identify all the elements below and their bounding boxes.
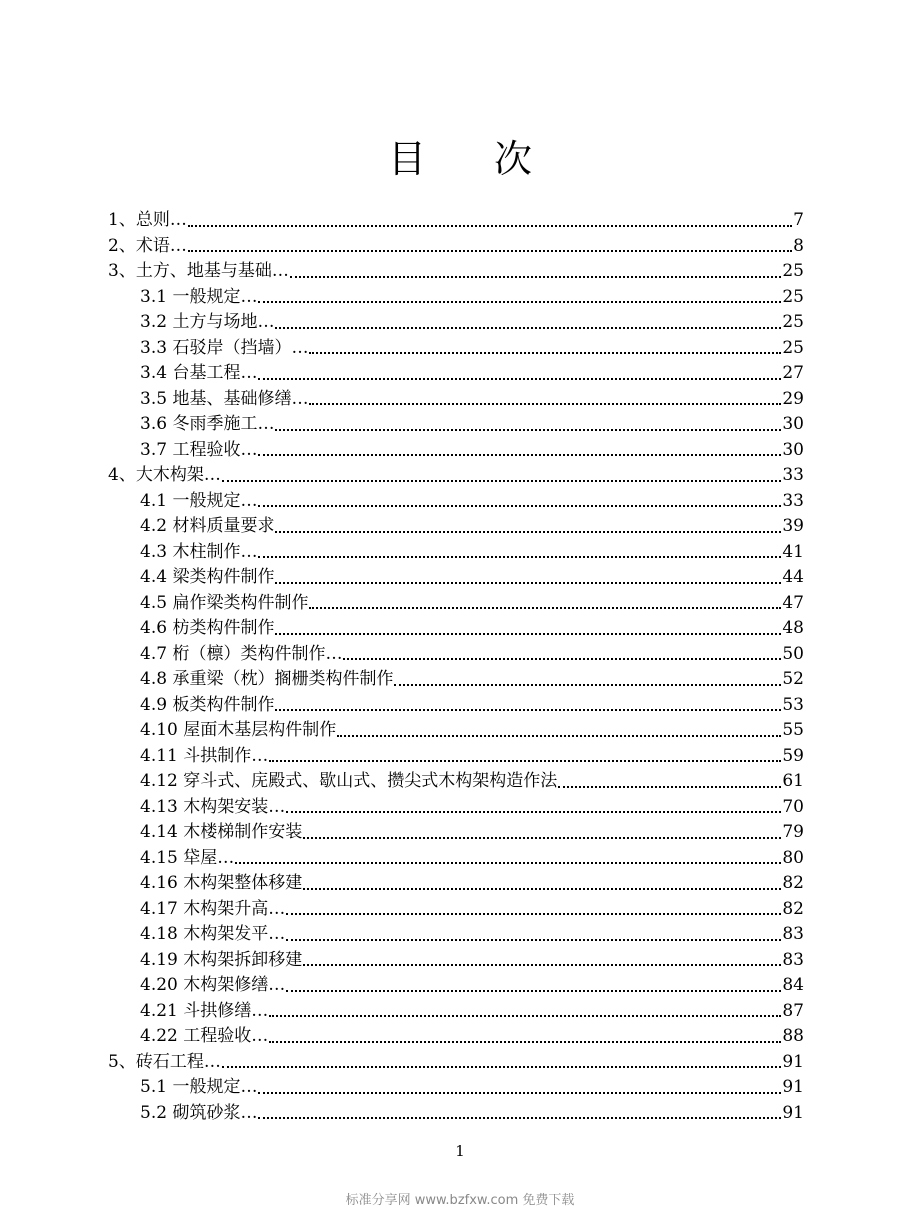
toc-entry-label: 4.4 梁类构件制作: [140, 567, 275, 587]
toc-entry-label: 5、砖石工程…: [108, 1051, 221, 1072]
toc-dot-leader: [343, 658, 781, 660]
toc-dot-leader: [309, 403, 781, 405]
toc-entry: [108, 922, 804, 948]
toc-dot-leader: [303, 837, 781, 839]
toc-entry: [108, 514, 804, 540]
toc-entry-page: 84: [782, 975, 804, 995]
toc-entry-page: 8: [793, 235, 804, 256]
toc-entry-label: 3.1 一般规定…: [140, 286, 258, 307]
toc-entry: [108, 361, 804, 387]
toc-dot-leader: [286, 811, 781, 813]
toc-entry-label: 4.10 屋面木基层构件制作: [140, 720, 337, 740]
toc-entry: [108, 897, 804, 923]
toc-entry-page: 83: [782, 949, 804, 970]
toc-dot-leader: [222, 1066, 782, 1068]
toc-dot-leader: [290, 276, 782, 278]
toc-entry: [108, 463, 804, 489]
toc-entry-page: 44: [782, 567, 804, 587]
toc-entry-label: 4.18 木构架发平…: [140, 924, 286, 944]
toc-dot-leader: [258, 378, 781, 380]
toc-entry-page: 33: [782, 465, 804, 485]
toc-dot-leader: [269, 1041, 781, 1043]
toc-dot-leader: [275, 709, 781, 711]
toc-dot-leader: [286, 913, 781, 915]
toc-entry-label: 5.1 一般规定…: [140, 1077, 258, 1097]
toc-dot-leader: [275, 531, 781, 533]
toc-entry-label: 3.3 石驳岸（挡墙）…: [140, 337, 309, 358]
toc-entry: [108, 693, 804, 719]
toc-entry-label: 4.17 木构架升高…: [140, 898, 286, 919]
toc-entry: [108, 642, 804, 668]
toc-entry-label: 4.9 板类构件制作: [140, 694, 275, 715]
toc-entry-page: 82: [782, 898, 804, 919]
toc-dot-leader: [275, 429, 781, 431]
toc-entry: [108, 795, 804, 821]
toc-entry-page: 48: [782, 618, 804, 638]
toc-entry-page: 79: [782, 822, 804, 842]
toc-entry-label: 4、大木构架…: [108, 465, 221, 485]
toc-dot-leader: [258, 1117, 781, 1119]
toc-entry-page: 88: [782, 1026, 804, 1046]
toc-entry-page: 7: [793, 210, 804, 230]
toc-entry: [108, 999, 804, 1025]
toc-entry-page: 41: [782, 541, 804, 562]
toc-entry: [108, 1050, 804, 1076]
toc-entry: [108, 234, 804, 260]
toc-dot-leader: [275, 582, 781, 584]
toc-entry-page: 82: [782, 873, 804, 893]
toc-entry-label: 3、土方、地基与基础…: [108, 261, 289, 281]
toc-dot-leader: [222, 480, 782, 482]
toc-entry-page: 70: [782, 796, 804, 817]
toc-entry-label: 5.2 砌筑砂浆…: [140, 1102, 258, 1123]
toc-entry-page: 91: [782, 1102, 804, 1123]
toc-entry: [108, 948, 804, 974]
toc-entry-page: 52: [782, 669, 804, 689]
toc-entry: [108, 744, 804, 770]
toc-dot-leader: [275, 633, 781, 635]
toc-entry: [108, 438, 804, 464]
toc-entry-page: 91: [782, 1051, 804, 1072]
toc-entry-label: 3.4 台基工程…: [140, 363, 258, 383]
toc-entry-page: 25: [782, 337, 804, 358]
toc-entry-label: 2、术语…: [108, 235, 187, 256]
toc-entry-label: 4.1 一般规定…: [140, 490, 258, 511]
table-of-contents: [108, 208, 804, 1126]
toc-dot-leader: [286, 939, 781, 941]
toc-entry-page: 87: [782, 1000, 804, 1021]
toc-entry-label: 4.22 工程验收…: [140, 1026, 269, 1046]
toc-entry: [108, 310, 804, 336]
toc-dot-leader: [269, 760, 781, 762]
toc-entry-label: 4.2 材料质量要求: [140, 516, 275, 536]
page-number: 1: [455, 1142, 465, 1160]
toc-entry-label: 3.2 土方与场地…: [140, 312, 275, 332]
toc-entry-label: 4.12 穿斗式、庑殿式、歇山式、攒尖式木构架构造作法: [140, 771, 558, 791]
toc-dot-leader: [303, 964, 781, 966]
toc-dot-leader: [286, 990, 781, 992]
toc-entry-page: 30: [782, 414, 804, 434]
toc-entry-page: 29: [782, 388, 804, 409]
toc-entry-page: 27: [782, 363, 804, 383]
toc-dot-leader: [394, 684, 781, 686]
toc-dot-leader: [258, 301, 781, 303]
toc-dot-leader: [188, 225, 792, 227]
toc-entry-label: 4.8 承重梁（枕）搁栅类构件制作: [140, 669, 394, 689]
toc-entry: [108, 846, 804, 872]
toc-entry: [108, 208, 804, 234]
toc-entry: [108, 591, 804, 617]
toc-entry-label: 4.15 牮屋…: [140, 847, 235, 868]
toc-entry-page: 47: [782, 592, 804, 613]
toc-entry-page: 39: [782, 516, 804, 536]
toc-entry-page: 53: [782, 694, 804, 715]
toc-entry-label: 3.6 冬雨季施工…: [140, 414, 275, 434]
toc-entry-label: 4.13 木构架安装…: [140, 796, 286, 817]
toc-entry-label: 4.11 斗拱制作…: [140, 745, 269, 766]
toc-entry: [108, 973, 804, 999]
toc-entry-label: 4.3 木柱制作…: [140, 541, 258, 562]
toc-entry-label: 4.5 扁作梁类构件制作: [140, 592, 309, 613]
toc-entry-page: 61: [782, 771, 804, 791]
toc-dot-leader: [558, 786, 781, 788]
toc-dot-leader: [303, 888, 781, 890]
toc-dot-leader: [275, 327, 781, 329]
toc-entry: [108, 565, 804, 591]
toc-dot-leader: [258, 556, 781, 558]
toc-entry: [108, 718, 804, 744]
toc-entry: [108, 285, 804, 311]
toc-dot-leader: [235, 862, 781, 864]
toc-dot-leader: [258, 454, 781, 456]
toc-dot-leader: [258, 505, 781, 507]
toc-dot-leader: [258, 1092, 781, 1094]
toc-entry-label: 3.7 工程验收…: [140, 439, 258, 460]
toc-entry-label: 4.16 木构架整体移建: [140, 873, 303, 893]
toc-entry-label: 4.14 木楼梯制作安装: [140, 822, 303, 842]
toc-entry-label: 4.21 斗拱修缮…: [140, 1000, 269, 1021]
toc-entry-page: 59: [782, 745, 804, 766]
footer-watermark: 标准分享网 www.bzfxw.com 免费下载: [345, 1193, 575, 1208]
toc-entry: [108, 667, 804, 693]
toc-entry: [108, 540, 804, 566]
toc-entry: [108, 1024, 804, 1050]
toc-entry-label: 4.7 桁（檩）类构件制作…: [140, 643, 343, 664]
toc-entry-page: 25: [782, 286, 804, 307]
toc-entry-page: 83: [782, 924, 804, 944]
toc-entry-page: 25: [782, 312, 804, 332]
toc-entry: [108, 769, 804, 795]
toc-entry-label: 4.19 木构架拆卸移建: [140, 949, 303, 970]
toc-entry-page: 91: [782, 1077, 804, 1097]
toc-entry-page: 55: [782, 720, 804, 740]
toc-entry-page: 33: [782, 490, 804, 511]
toc-entry-label: 4.20 木构架修缮…: [140, 975, 286, 995]
toc-dot-leader: [337, 735, 781, 737]
toc-entry: [108, 259, 804, 285]
toc-entry-page: 80: [782, 847, 804, 868]
toc-entry: [108, 1075, 804, 1101]
toc-entry-page: 25: [782, 261, 804, 281]
toc-title: 目 次: [387, 137, 561, 181]
toc-entry: [108, 1101, 804, 1127]
toc-entry-page: 50: [782, 643, 804, 664]
toc-entry: [108, 336, 804, 362]
toc-entry-page: 30: [782, 439, 804, 460]
toc-entry: [108, 489, 804, 515]
toc-entry-label: 3.5 地基、基础修缮…: [140, 388, 309, 409]
toc-dot-leader: [269, 1015, 781, 1017]
toc-dot-leader: [188, 250, 792, 252]
toc-entry-label: 1、总则…: [108, 210, 187, 230]
toc-entry: [108, 412, 804, 438]
toc-entry: [108, 387, 804, 413]
toc-entry: [108, 820, 804, 846]
toc-dot-leader: [309, 607, 781, 609]
toc-entry: [108, 616, 804, 642]
toc-entry: [108, 871, 804, 897]
toc-entry-label: 4.6 枋类构件制作: [140, 618, 275, 638]
toc-dot-leader: [309, 352, 781, 354]
